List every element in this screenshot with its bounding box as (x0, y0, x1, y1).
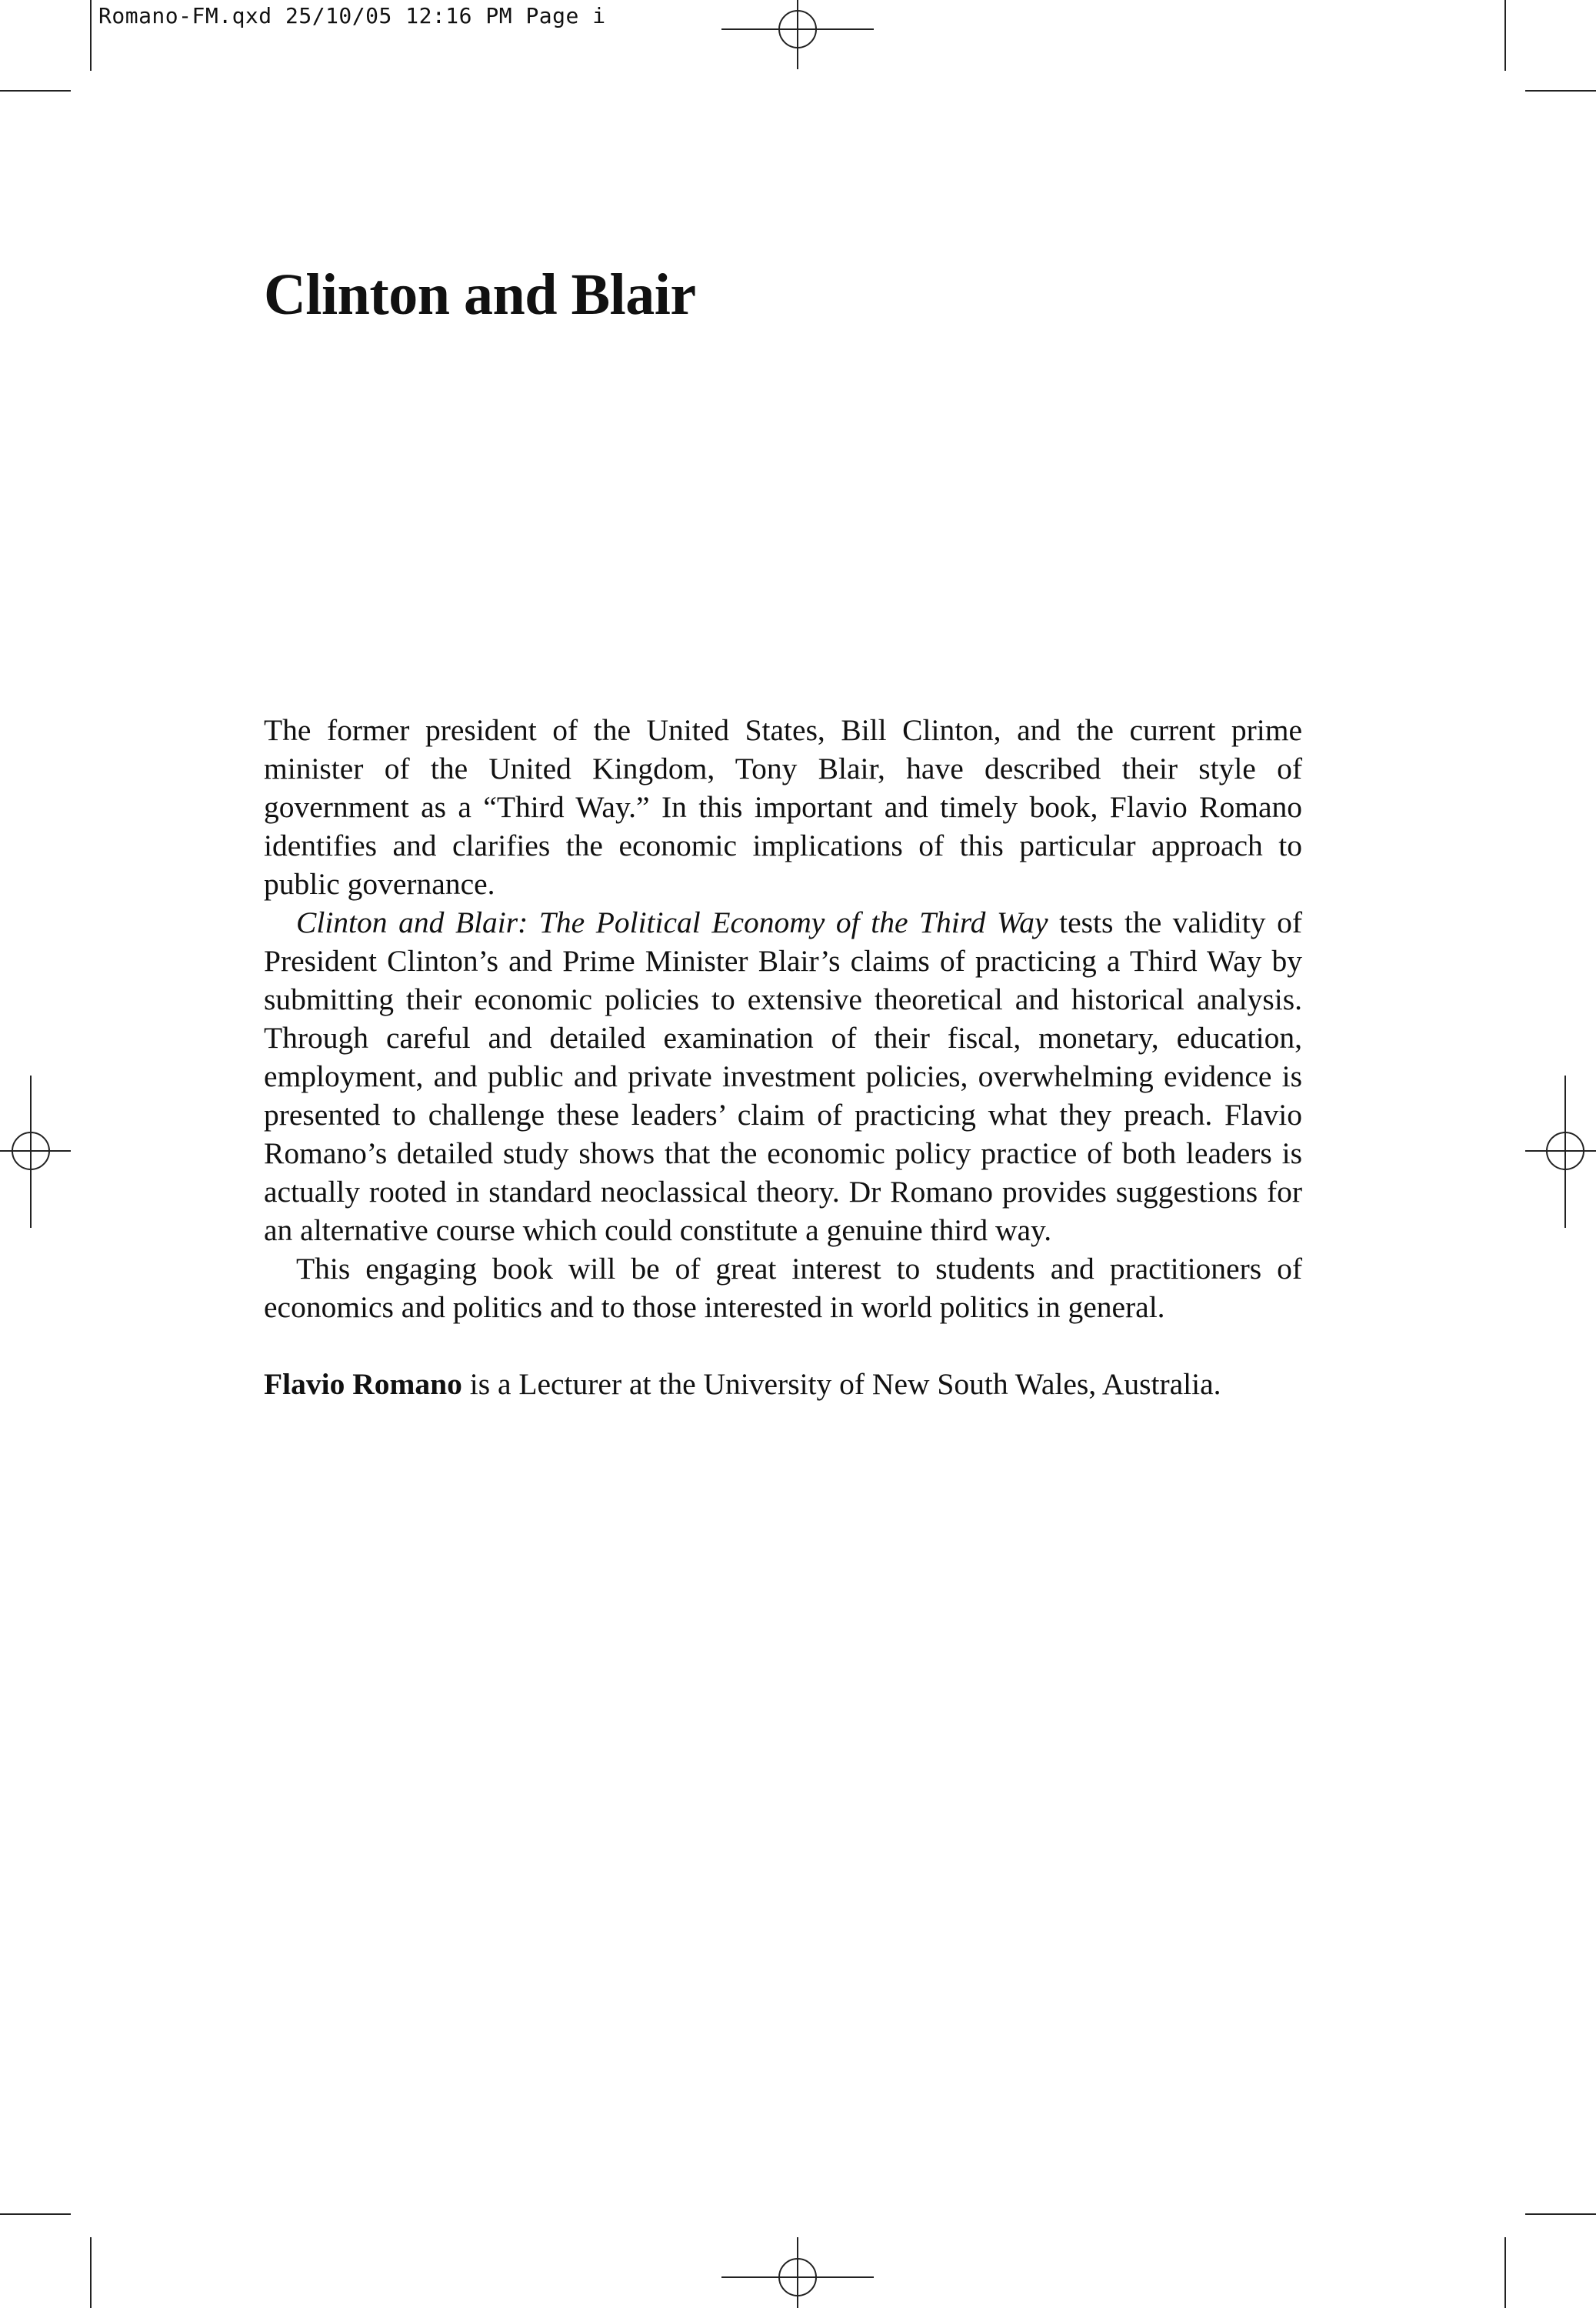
description-paragraph-2-text: tests the validity of President Clinton’s and Prime Minister Blair’s claims of practicing a Third Way by submitting their economic policies to extensive theoretical and historical analysis. Through careful and detailed examination of their fiscal, monetary, education, employment, and public and private investment policies, overwhelming evidence is presented to challenge these leaders’ claim of practicing what they preach. Flavio Romano’s detailed study shows that the economic policy practice of both leaders is actually rooted in standard neoclassical theory. Dr Romano provides suggestions for an alternative course which could constitute a genuine third way. (264, 906, 1302, 1247)
author-bio (264, 1365, 1302, 1403)
author-name: Flavio Romano (264, 1367, 462, 1401)
book-title: Clinton and Blair (264, 262, 696, 327)
description-paragraph-1: The former president of the United States, Bill Clinton, and the current prime minister of the United Kingdom, Tony Blair, have described their style of government as a “Third Way.” In this important and timely book, Flavio Romano identifies and clarifies the economic implications of this particular approach to public governance. (264, 713, 1302, 901)
book-description (264, 711, 1302, 1403)
full-book-title: Clinton and Blair: The Political Economy of the Third Way (296, 906, 1048, 939)
description-paragraph-2 (264, 903, 1302, 1249)
author-bio-text: is a Lecturer at the University of New South Wales, Australia. (461, 1367, 1221, 1401)
registration-mark-top (721, 0, 874, 69)
description-paragraph-3: This engaging book will be of great interest to students and practitioners of economics and politics and to those interested in world politics in general. (264, 1252, 1302, 1324)
registration-mark-right (1525, 1076, 1596, 1228)
registration-mark-bottom (721, 2237, 874, 2308)
registration-mark-left (0, 1076, 71, 1228)
slug-line: Romano-FM.qxd 25/10/05 12:16 PM Page i (98, 3, 606, 28)
